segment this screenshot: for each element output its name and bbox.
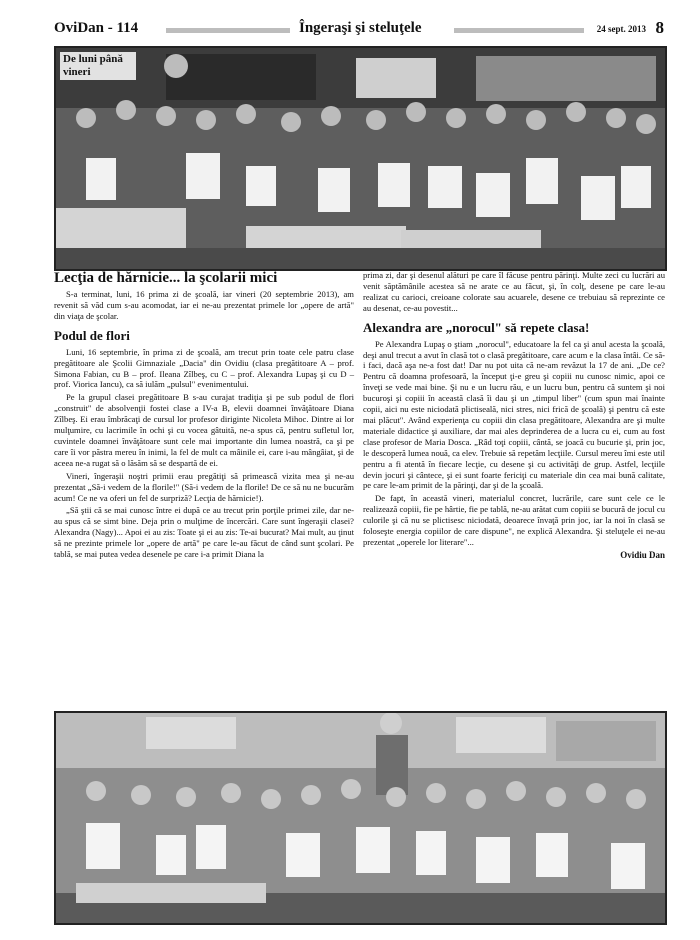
left-column	[54, 270, 354, 562]
bottom-class-photo	[54, 711, 667, 925]
article2-paragraph-1: Luni, 16 septembrie, în prima zi de şcoală, am trecut prin toate cele patru clase pregătitoare ale Şcolii Gimnaziale „Dacia" din Ovidiu (clasa pregătitoare A – prof. Simona Fabian, cu B – prof. Ileana Zîlbeş, cu C – prof. Alexandra Lupaş şi cu D – prof. Viorica Iancu), ca să iulăm „pulsul" evenimentului.	[54, 346, 354, 390]
top-photo-image	[56, 48, 665, 269]
article2-paragraph-2: Pe la grupul clasei pregătitoare B s-au curajat tradiţia şi pe sub podul de flori „construit" de absolvenţii fostei clase a IV-a B, elevii doamnei învăţătoare Diana Zîlbeş. Ei erau îmbrăcaţi de cursul lor profesor diriginte Nicoleta Mihoc. Dintre ai lor mulţumire, cu lacrimile în ochi şi cu vocea gâtuită, ne-a spus că, pentru sufletul lor, cuvintele doamnei învăţătoare sunt cele mai importante din lumea noastră, ca şi pe care îi vor păstra mereu în inimi, la fel de mult ca mâinile ei, care i-au mângâiat, şi de aceea ne-a rugat să o lăsăm să se despartă de ei.	[54, 392, 354, 468]
right-column	[363, 270, 665, 561]
author-signature: Ovidiu Dan	[620, 549, 665, 560]
article2-title: Podul de flori	[54, 327, 130, 343]
bottom-photo-image	[56, 713, 665, 923]
page-header	[54, 16, 664, 42]
article2-continuation: prima zi, dar şi desenul alături pe care îl făcuse pentru părinţi. Multe zeci cu lucrări au venit săptămânile acestea să ne arate ce au făcut, şi, în colţ, desene pe care le-au realizat cu carioci, creioane colorate sau acuarele, desene ce trebuiau să reprezinte ce au desenat, ce-au povestit...	[363, 270, 665, 313]
issue-date: 24 sept. 2013	[596, 24, 646, 34]
article3-paragraph-2: De fapt, în această vineri, materialul concret, lucrările, care sunt cele ce le realizează copiii, fie pe hârtie, fie pe tablă, ne-au arătat cum copiii se bucură de jocul cu culorile şi că nu se plictisesc niciodată, deoarece învaţă prin joc, iar la noi în clasă se foloseşte energia copiilor de care dispune", ne explică Alexandra. Şi steluţele ei ne-au prezentat „operele lor literare"...	[363, 493, 665, 547]
top-photo-caption: De luni până vineri	[60, 52, 136, 80]
top-class-photo	[54, 46, 667, 271]
header-divider-left	[166, 28, 290, 33]
page-number: 8	[655, 18, 664, 37]
article2-paragraph-3: Vineri, îngeraşii noştri primii erau pregătiţi să primească vizita mea şi ne-au prezentat „Să-i vedem de la florile!" (Să-i vedem de la florile! De ce să nu ne bucurăm acum! Ce ne va oferi un fel de surpriză? Lecţia de hărnicie!).	[54, 470, 354, 503]
article1-title: Lecţia de hărnicie... la şcolarii mici	[54, 270, 278, 286]
publication-name: OviDan - 114	[54, 20, 139, 36]
article3-paragraph-1: Pe Alexandra Lupaş o ştiam „norocul", educatoare la fel ca şi anul acesta la şcoală, deşi anul trecut a avut în clasă tot o clasă pregătitoare, care acum e la clasa întâi. Ce să-i faci, dacă aşa ne-a fost dat! Dar nu pot uita că ne-am revăzut la 17 de ani. „De ce? Pentru că doamna profesoară, la început ţi-e greu şi copiii nu cunosc nimic, apoi ce înveţi se vede mai bine. Şi nu e un lucru rău, e un lucru bun, pentru că suntem şi noi bucuroşi şi copiii în această clasă îi dau şi un „timpul liber" (cum spun mai înainte copii, aici nu este niciodată plictiseală, nici stres, nici frică de şcoală) şi pentru că este mai plăcut". Având experienţa cu copiii din clasa pregătitoare, Alexandra are şi multe materiale didactice şi auxiliare, dar mai ales deprinderea de a lucra cu ei, cum au fost clase profesor de Maria Dosca. „Râd toţi copiii, cântă, se joacă cu bucurie şi, prin joc, le descoperă lumea nouă, ca elev. Trebuie să repetăm lecţiile. Cursul mereu îmi este util pentru a fi atentă în fiecare lecţie, cu desene şi cu activităţi de grup. Astfel, lecţiile devin jocuri şi cântece, şi ei sunt foarte fericiţi cu materiale din cea mai bună calitate, pe care le-am primit de la părinţi, dar şi de la şcoală.	[363, 338, 665, 491]
article3-title: Alexandra are „norocul" să repete clasa!	[363, 319, 590, 335]
article2-paragraph-4: „Să ştii că se mai cunosc între ei după ce au trecut prin porţile primei zile, dar ne-au spus că se simt bine. Deja prin o mulţime de încercări. Care sunt îngeraşii clasei? Alexandra (Nagy)... Apoi ei au zis: Toate şi ei au zis: Te-ai bucurat? Mai mult, au ţinut să ne prezinte primele lor „opere de artă" pe care le-au făcut de când sunt şcolari. Pe tablă, se mai putea vedea desenele pe care i-a primit Diana la	[54, 505, 354, 560]
article1-intro: S-a terminat, luni, 16 prima zi de şcoală, iar vineri (20 septembrie 2013), am revenit să văd cum s-au acomodat, iar ei ne-au prezentat primele lor „opere de artă" din viaţa de şcolar.	[54, 289, 354, 321]
header-divider-right	[454, 28, 584, 33]
section-title: Îngeraşi şi steluţele	[299, 20, 422, 36]
